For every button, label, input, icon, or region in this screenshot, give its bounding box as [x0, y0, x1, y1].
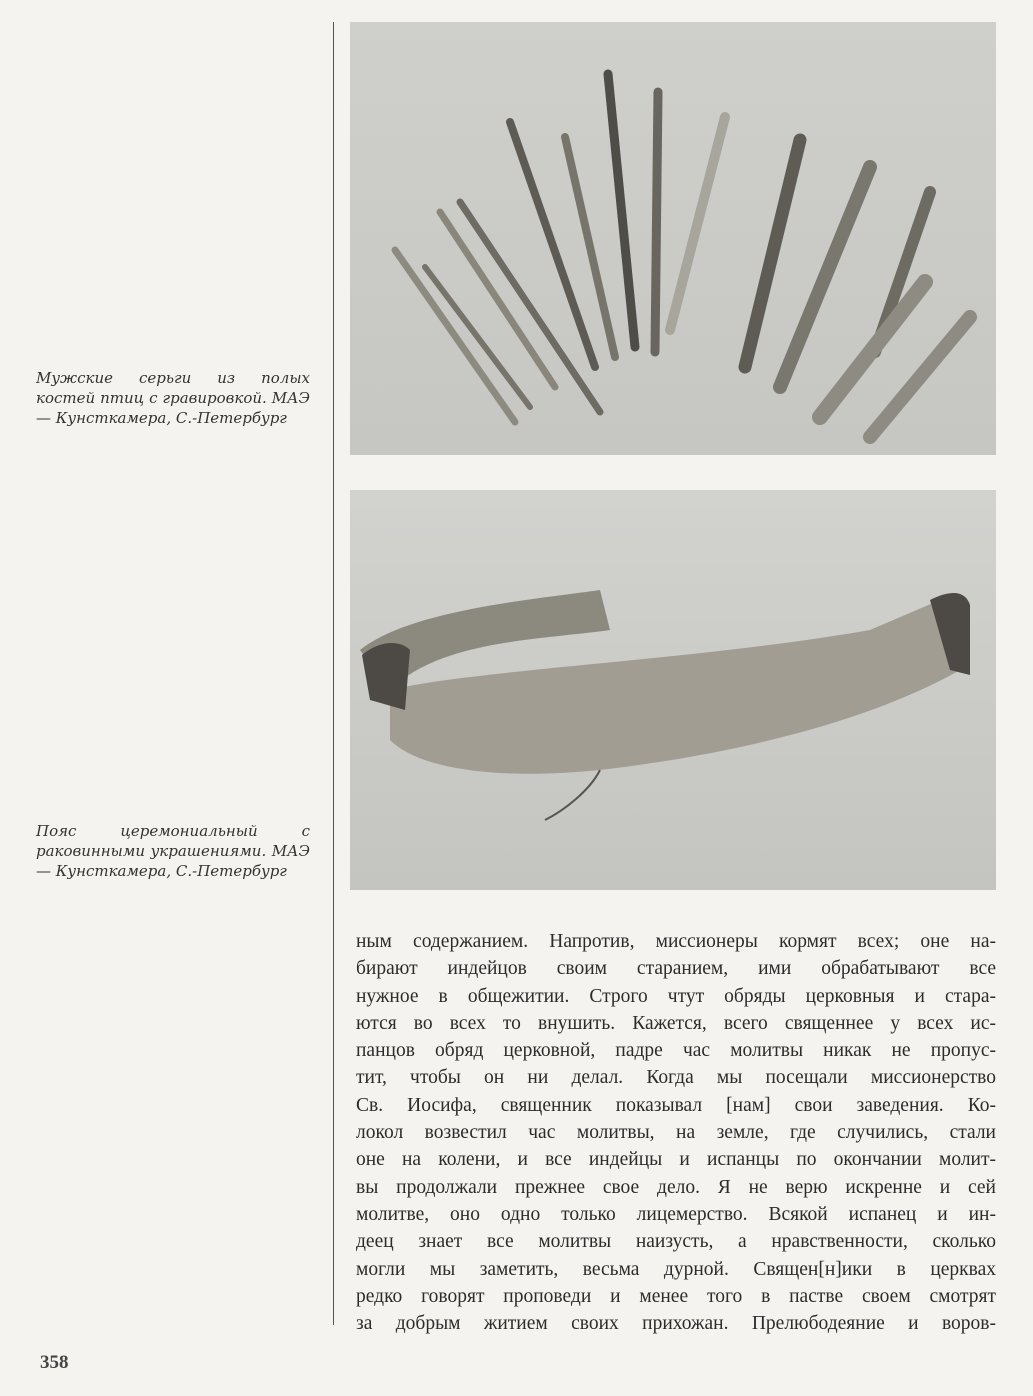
body-line: редко говорят проповеди и менее того в пастве своем смотрят [356, 1285, 996, 1307]
belt-illustration [350, 490, 996, 890]
body-line: бирают индейцов своим старанием, ими обрабатывают все [356, 958, 996, 980]
earrings-illustration [350, 22, 996, 455]
body-line: молитве, оно одно только лицемерство. Всякой испанец и ин- [356, 1203, 996, 1225]
body-line: Св. Иосифа, священник показывал [нам] свои заведения. Ко- [356, 1094, 996, 1116]
body-line: панцов обряд церковной, падре час молитвы никак не пропус- [356, 1040, 996, 1062]
body-line: могли мы заметить, весьма дурной. Священ[н]ики в церквах [356, 1258, 996, 1280]
caption-belt: Пояс церемониальный с раковинными украшениями. МАЭ — Кунсткамера, С.-Петербург [36, 822, 310, 880]
body-line: оне на колени, и все индейцы и испанцы по окончании молит- [356, 1149, 996, 1171]
body-text [356, 928, 996, 1337]
body-line: ются во всех то внушить. Кажется, всего священнее у всех ис- [356, 1012, 996, 1034]
body-line: локол возвестил час молитвы, на земле, где случились, стали [356, 1122, 996, 1144]
body-line: деец знает все молитвы наизусть, а нравственности, сколько [356, 1231, 996, 1253]
body-line: ным содержанием. Напротив, миссионеры кормят всех; оне на- [356, 931, 996, 952]
body-line: вы продолжали прежнее свое дело. Я не верю искренне и сей [356, 1176, 996, 1198]
body-line: за добрым житием своих прихожан. Прелюбодеяние и воров- [356, 1313, 996, 1335]
photo-belt [350, 490, 996, 890]
page-number: 358 [40, 1352, 69, 1373]
photo-earrings [350, 22, 996, 455]
body-line: тит, чтобы он ни делал. Когда мы посещали миссионерство [356, 1067, 996, 1089]
column-divider [333, 22, 334, 1325]
caption-earrings: Мужские серьги из полых костей птиц с гравировкой. МАЭ — Кунсткамера, С.-Петербург [36, 369, 310, 427]
body-line: нужное в общежитии. Строго чтут обряды церковныя и стара- [356, 985, 996, 1007]
